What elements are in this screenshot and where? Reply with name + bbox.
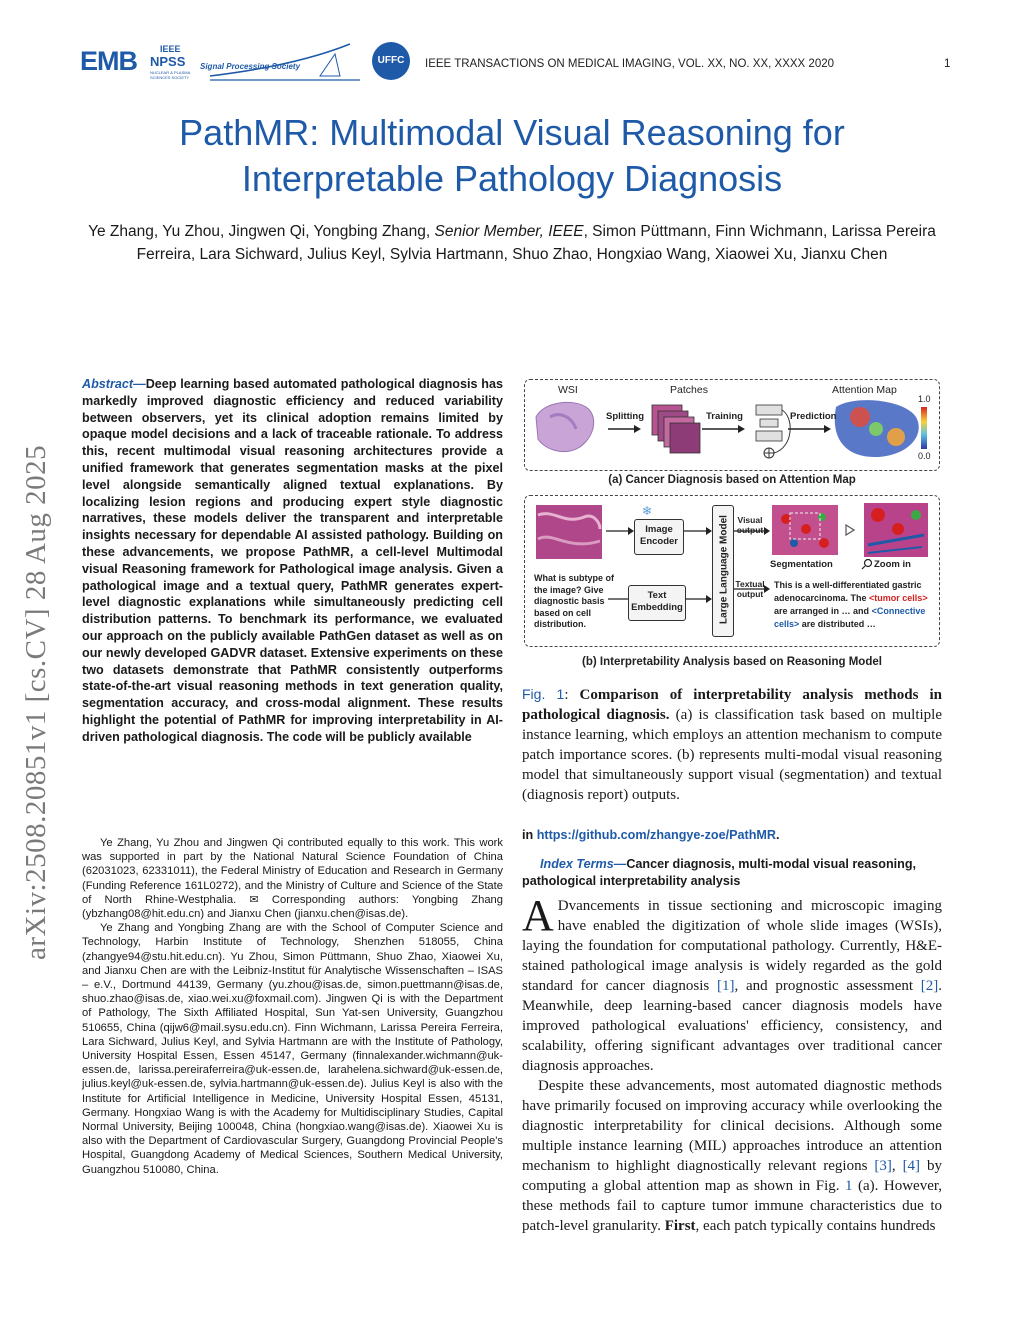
abstract-end-period: . [775, 828, 780, 842]
panel-a-caption: (a) Cancer Diagnosis based on Attention Map [608, 474, 856, 486]
title-line-2: Interpretable Pathology Diagnosis [241, 158, 783, 199]
author-role: Senior Member, IEEE [434, 223, 584, 240]
npss-logo-ieee: IEEE [160, 44, 181, 54]
p2-text-a: Despite these advancements, most automated diagnostic methods have primarily focused on improving accuracy while overlooking the diagnostic interpretability for clinical decisions. Although some multiple instance learning (MIL) approaches introduce an attention mechanism to highlight diagnostically relevant regions [522, 1078, 942, 1174]
sps-logo-label: Signal Processing Society [200, 62, 301, 71]
p2-text-c: by computing a global attention map as shown in Fig. [522, 1158, 942, 1194]
running-head: IEEE TRANSACTIONS ON MEDICAL IMAGING, VOL. XX, NO. XX, XXXX 2020 [425, 58, 835, 70]
figure-1-reference[interactable]: 1 [845, 1178, 853, 1194]
footnote-funding: Ye Zhang, Yu Zhou and Jingwen Qi contributed equally to this work. This work was supported in part by the National Natural Science Foundation of China (62031023, 62331011), the Federal Ministry of Education and Research in Germany (Funding Reference 161L0272), and the Ministry of Culture and Science of the State of North Rhine-Westphalia. ✉ Corresponding authors: Yongbing Zhang (ybzhang08@hit.edu.cn) and Jianxu Chen (jianxu.chen@isas.de). [82, 837, 503, 921]
answer-part-2: are arranged in … [774, 606, 851, 616]
p2-text-d: (a). However, these methods fail to capture tumor immune characteristics due to patch-level granularity. [522, 1178, 942, 1234]
intro-paragraph-1 [522, 891, 942, 1076]
label-splitting: Splitting [606, 411, 644, 422]
index-terms-label: Index Terms— [540, 857, 627, 871]
wsi-tissue [536, 402, 594, 451]
citation-2[interactable]: [2] [920, 978, 939, 994]
page-number: 1 [944, 58, 951, 70]
network-layer-2 [760, 419, 778, 427]
label-visual-output: Visual output [736, 515, 764, 535]
authors-part-1: Ye Zhang, Yu Zhou, Jingwen Qi, Yongbing Zhang, [88, 223, 435, 240]
p1-text-a: Dvancements in tissue sectioning and microscopic imaging have enabled the digitization of whole slide images (WSIs), laying the foundation for computational pathology. Currently, H&E-stained pathological image analysis is widely regarded as the gold standard for cancer diagnosis [522, 898, 942, 994]
label-textual-output: Textual output [735, 579, 765, 599]
answer-text [774, 579, 934, 631]
network-layer-3 [756, 431, 782, 441]
colorbar-max: 1.0 [918, 394, 931, 404]
label-zoom-in: Zoom in [874, 559, 911, 570]
authors-part-2: , Simon Püttmann, Finn Wichmann, Larissa Pereira Ferreira, Lara Sichward, Julius Keyl, Sylvia Hartmann, Shuo Zhao, Hongxiao Wang, Xiaowei Xu, Jianxu Chen [136, 223, 936, 263]
panel-a-graphics [524, 377, 940, 473]
zoom-icon [865, 560, 872, 567]
label-segmentation: Segmentation [770, 559, 833, 570]
answer-part-4: are distributed … [799, 619, 876, 629]
abstract-continuation-in: in [522, 828, 537, 842]
dropcap: A [522, 891, 554, 940]
abstract-continuation [522, 828, 942, 842]
abstract [82, 376, 503, 746]
caption-text: (a) is classification task based on multiple instance learning, which employs an attention mechanism to compute patch importance scores. (b) represents multi-modal visual reasoning model that simultaneously support visual (segmentation) and textual (diagnosis report) outputs. [522, 707, 942, 803]
uffc-logo: UFFC [372, 42, 410, 80]
citation-4[interactable]: [4] [902, 1158, 921, 1174]
npss-logo-text: NPSS [150, 54, 186, 69]
p1-text-b: , and prognostic assessment [734, 978, 921, 994]
label-patches: Patches [670, 384, 708, 396]
footnote-affiliations: Ye Zhang and Yongbing Zhang are with the School of Computer Science and Technology, Harbin Institute of Technology, Shenzhen 518055, China (zhangye94@stu.hit.edu.cn). Yu Zhou, Simon Püttmann, Shuo Zhao, Xiaowei Xu, and Jianxu Chen are with the Leibniz-Institut für Analytische Wissenschaften – ISAS – e.V., Dortmund 44139, Germany (yu.zhou@isas.de, simon.puettmann@isas.de, shuo.zhao@isas.de, xiao.wei.xu@foxmail.com). Jingwen Qi is with the Department of Pathology, The Sixth Affiliated Hospital, Sun Yat-sen University, Guangzhou 510655, China (qijw6@mail.sysu.edu.cn). Finn Wichmann, Larissa Pereira Ferreira, Lara Sichward, Julius Keyl, and Sylvia Hartmann are with the Institute of Pathology, University Hospital Essen, Essen 45147, Germany (finnalexander.wichmann@uk-essen.de, larissa.pereiraferreira@uk-essen.de, larahelena.sichward@uk-essen.de, julius.keyl@uk-essen.de, sylvia.hartmann@uk-essen.de). Julius Keyl is also with the Institute for Artificial Intelligence in Medicine, University Hospital Essen, 45131, Germany. Hongxiao Wang is with the Academy for Multidisciplinary Studies, Capital Normal University, Beijing 100048, China (hongxiao.wang@isas.de). Xiaowei Xu is also with the Department of Cardiovascular Surgery, Guangdong Provincial People's Hospital, Guangdong Academy of Medical Sciences, Southern Medical University, Guangzhou 510080, China. [82, 922, 503, 1176]
index-terms-text: Cancer diagnosis, multi-modal visual reasoning, pathological interpretability analysis [522, 857, 917, 888]
label-prediction: Prediction [790, 411, 837, 422]
title-line-1: PathMR: Multimodal Visual Reasoning for [179, 112, 845, 153]
npss-logo [146, 42, 190, 82]
p2-text-b: , [891, 1158, 903, 1174]
citation-1[interactable]: [1] [716, 978, 735, 994]
abstract-text: Deep learning based automated pathological diagnosis has markedly improved diagnostic efficiency and reduced variability between observers, yet its clinical adoption remains limited by opaque model decisions and a lack of traceable rationale. To address this, recent multimodal visual reasoning architectures provide a unified framework that generates segmentation masks at the pixel level alongside semantically aligned textual explanations. By localizing lesion regions and producing expert style diagnostic narratives, these models deliver the transparent and interpretable insights necessary for dependable AI assisted pathology. Building on these advancements, we propose PathMR, a cell-level Multimodal visual Reasoning framework for Pathological image analysis. Given a pathological image and a textual query, PathMR generates expert-level diagnostic explanations while simultaneously predicting cell distribution patterns. To benchmark its performance, we evaluated our approach on the publicly available PathGen dataset as well as on our newly developed GADVR dataset. Extensive experiments on these two datasets demonstrate that PathMR consistently outperforms state-of-the-art visual reasoning methods in text generation quality, segmentation accuracy, and cross-modal alignment. These results highlight the potential of PathMR for improving interpretability in AI-driven pathological diagnosis. The code will be publicly available [82, 377, 503, 744]
p2-text-e: , each patch typically contains hundreds [695, 1218, 936, 1234]
panel-b-caption: (b) Interpretability Analysis based on Reasoning Model [582, 656, 882, 668]
answer-connective-cells: <Connective cells> [774, 606, 926, 629]
label-training: Training [706, 411, 743, 422]
answer-tumor-cells: <tumor cells> [869, 593, 928, 603]
intro-paragraph-2 [522, 1076, 942, 1236]
colorbar-min: 0.0 [918, 451, 931, 461]
introduction [522, 891, 942, 1236]
figure-label[interactable]: Fig. 1 [522, 686, 565, 702]
abstract-label: Abstract— [82, 377, 146, 391]
network-layer-1 [756, 405, 782, 415]
text-embedding-box: Text Embedding [628, 585, 686, 621]
image-encoder-box: Image Encoder [634, 519, 684, 555]
citation-3[interactable]: [3] [874, 1158, 892, 1174]
author-list [70, 220, 954, 266]
arxiv-stamp: arXiv:2508.20851v1 [cs.CV] 28 Aug 2025 [20, 444, 52, 960]
publisher-logos [80, 40, 410, 84]
answer-part-3: and [853, 606, 872, 616]
caption-bold: Comparison of interpretability analysis methods in pathological diagnosis. [522, 687, 942, 723]
question-text: What is subtype of the image? Give diagnostic basis based on cell distribution. [534, 573, 615, 629]
index-terms [522, 856, 942, 889]
answer-part-1: This is a well-differentiated gastric adenocarcinoma. The [774, 580, 922, 603]
figure-1 [524, 377, 940, 674]
label-attention-map: Attention Map [832, 384, 897, 396]
npss-logo-subtitle: NUCLEAR & PLASMA SCIENCES SOCIETY [150, 70, 191, 80]
code-repository-link[interactable]: https://github.com/zhangye-zoe/PathMR [536, 828, 776, 842]
paper-title [60, 110, 964, 202]
author-footnote [82, 836, 503, 1177]
emb-logo: EMB [80, 46, 137, 76]
frozen-encoder-icon: ❄ [642, 504, 653, 518]
attention-colorbar [921, 407, 927, 449]
p1-text-c: . Meanwhile, deep learning-based cancer diagnosis models have improved pathological evaluations' efficiency, consistency, and scalability, offering significant advantages over traditional cancer diagnosis approaches. [522, 978, 942, 1074]
sps-logo [200, 40, 365, 84]
p2-bold-first: First [664, 1218, 696, 1234]
patch-4 [670, 423, 700, 453]
figure-caption: Fig. 1: Comparison of interpretability analysis methods in pathological diagnosis. (a) is classification task based on multiple instance learning, which employs an attention mechanism to compute patch importance scores. (b) represents multi-modal visual reasoning model that simultaneously support visual (segmentation) and textual (diagnosis report) outputs. [522, 686, 942, 803]
llm-label: Large Language Model [718, 515, 730, 624]
label-wsi: WSI [558, 384, 578, 396]
llm-box [712, 505, 734, 637]
